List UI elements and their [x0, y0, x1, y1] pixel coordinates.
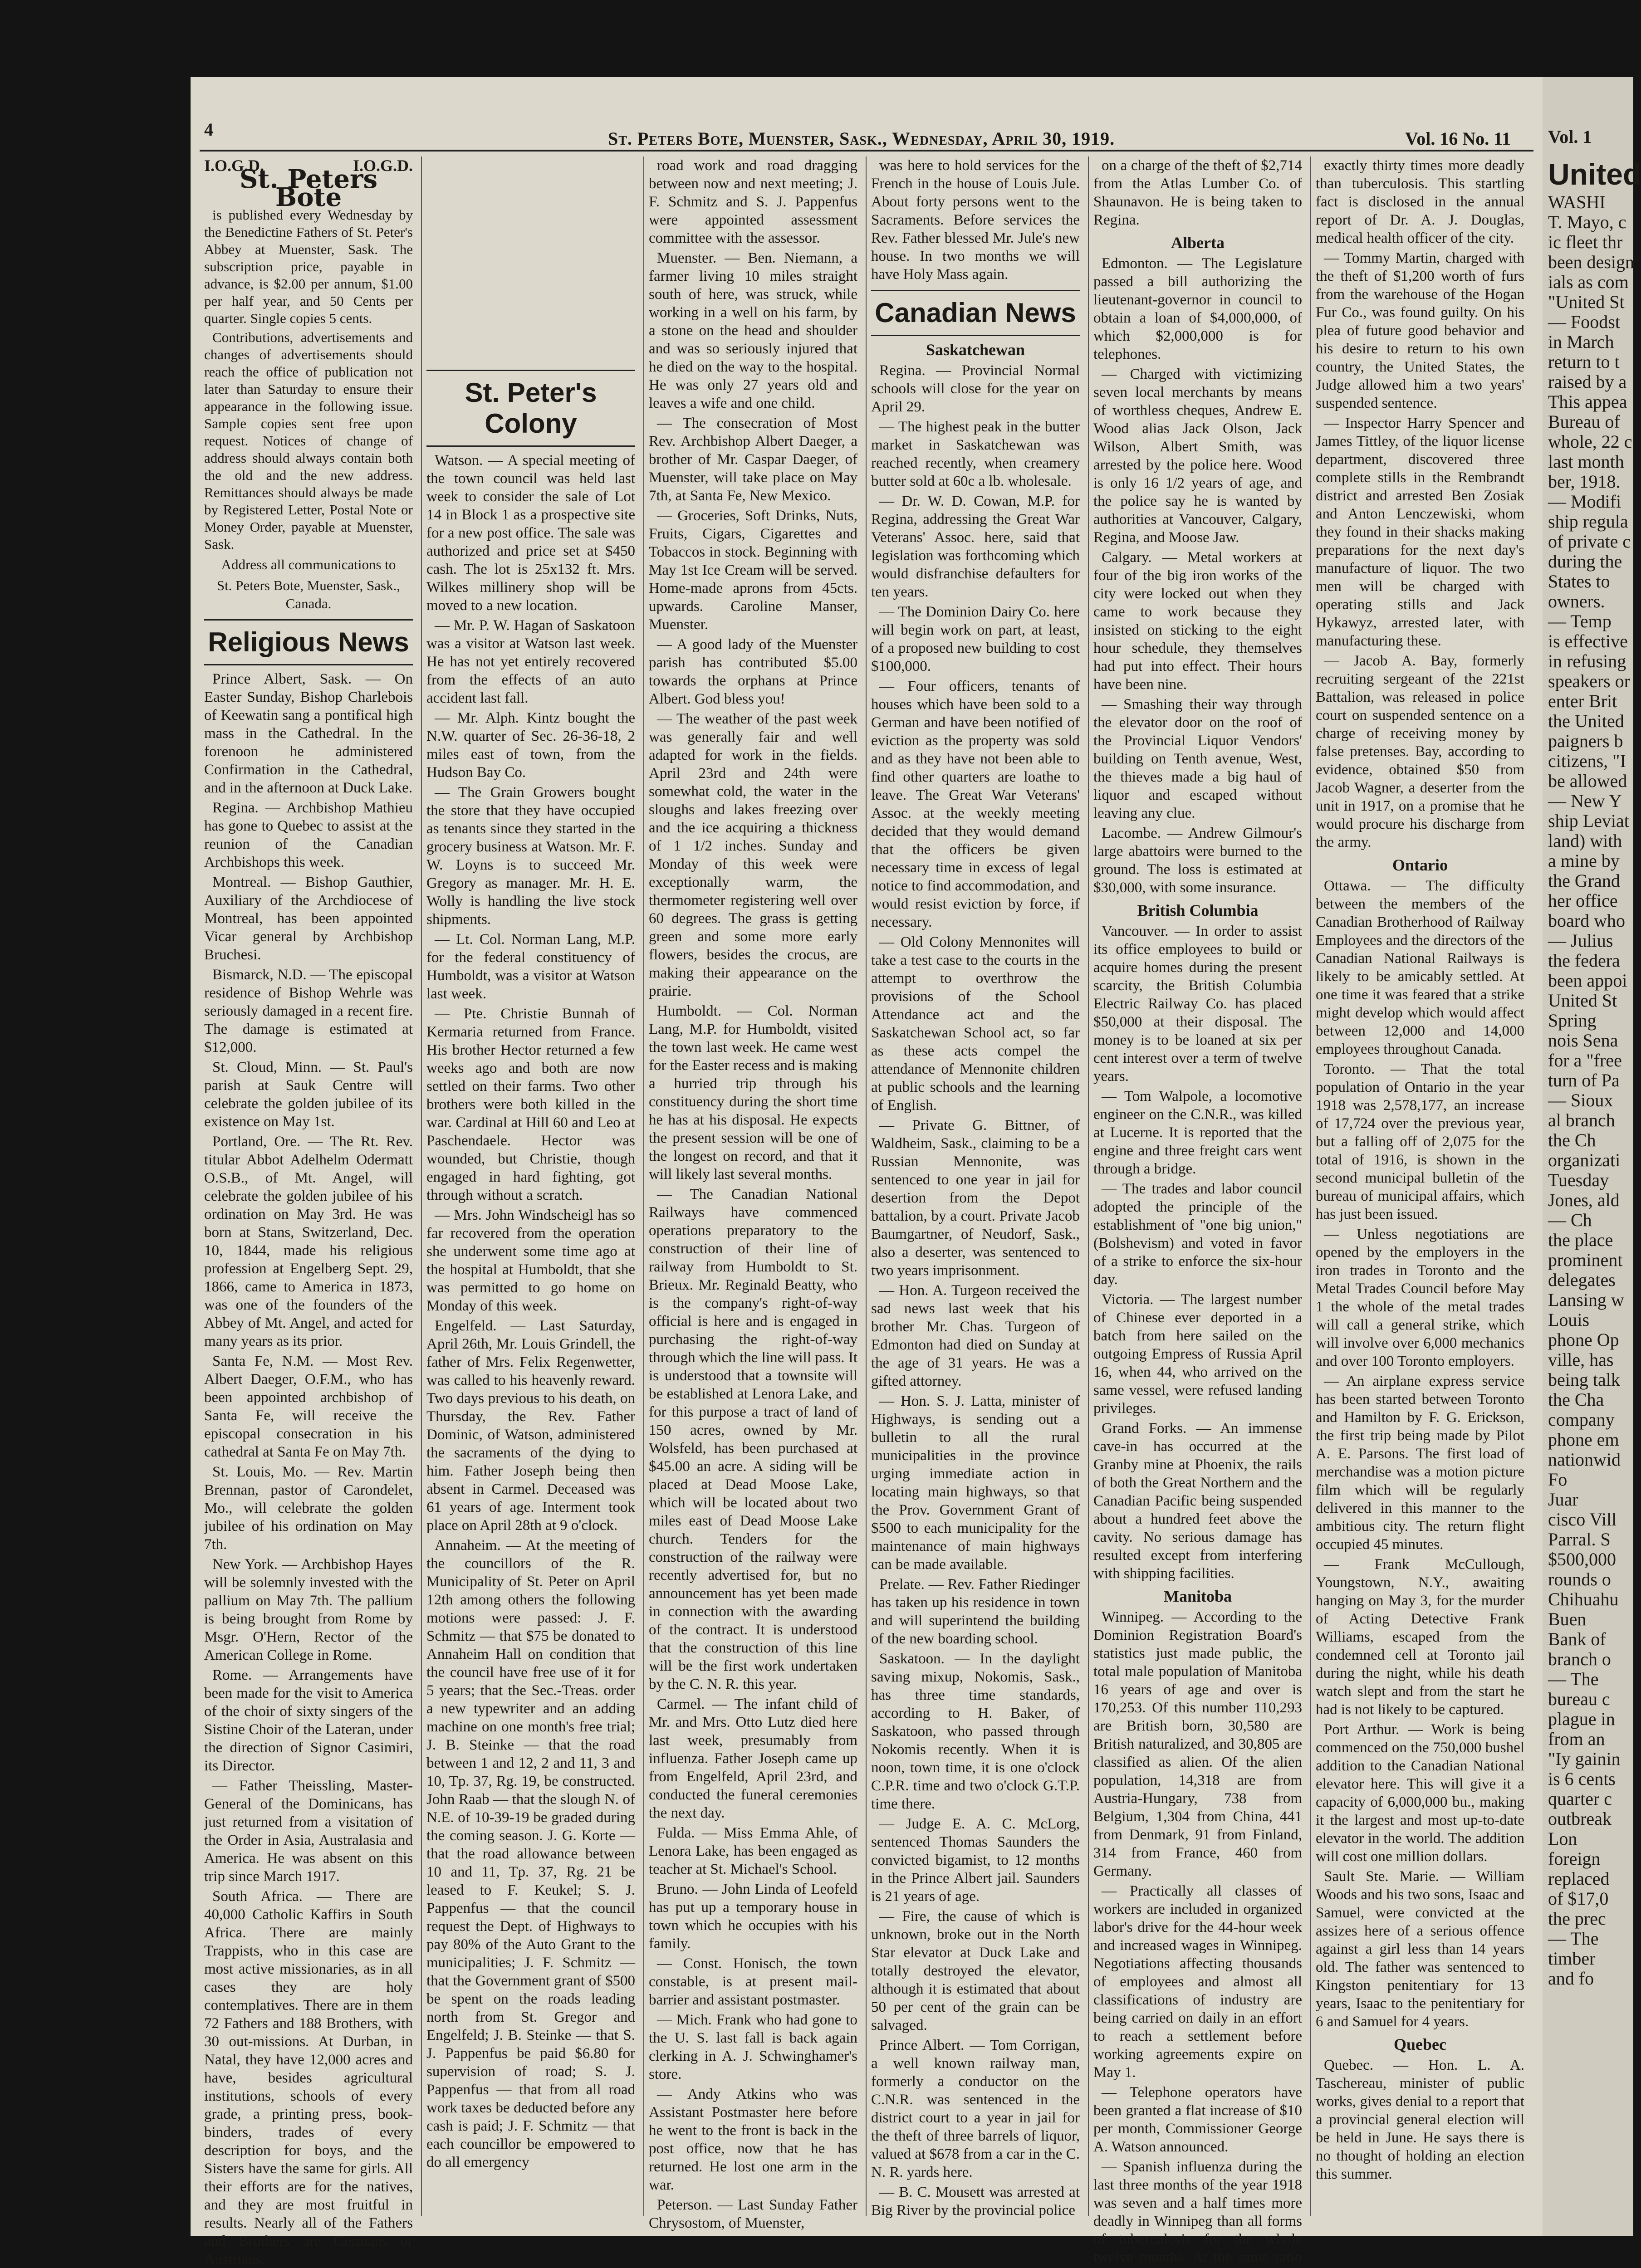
news-item: — Charged with victimizing seven local merchants by means of worthless cheques, Andrew E. Wood alias Jack Olson, Jack Wilson, Albert Smith, was arrested by the police here. Wood is only 16 1/2 years of age, and the police say he is wanted by authorities at Vancouver, Calgary, Regina, and Moose Jaw.	[1093, 366, 1302, 546]
next-page-line: — The	[1548, 1669, 1599, 1689]
next-page-line: Tuesday	[1548, 1170, 1609, 1190]
next-page-line: Fo	[1548, 1469, 1568, 1490]
next-page-line: outbreak	[1548, 1809, 1612, 1829]
next-page-line: enter Brit	[1548, 691, 1617, 711]
next-page-line: Louis	[1548, 1310, 1590, 1330]
news-item: — Andy Atkins who was Assistant Postmaster here before he went to the front is back in the post office, now that he has returned. He lost one arm in the war.	[649, 2086, 857, 2193]
next-page-line: citizens, "I	[1548, 751, 1626, 771]
next-page-line: This appea	[1548, 391, 1627, 412]
next-page-line: Parral. S	[1548, 1529, 1611, 1549]
next-page-line: — Modifi	[1548, 491, 1621, 512]
column-separator	[866, 156, 867, 2216]
next-page-line: — The	[1548, 1928, 1599, 1949]
next-page-line: Bank of	[1548, 1629, 1606, 1649]
news-item: Annaheim. — At the meeting of the councillors of the R. Municipality of St. Peter on April 12th among others the following motions were passed: J. F. Schmitz — that $75 be donated to Annaheim Hall on condition that the council have free use of it for 5 years; that the Sec.-Treas. order a new typewriter and an adding machine on one month's free trial; J. B. Steinke — that the road between 1 and 12, 2 and 11, 3 and 10, Tp. 37, Rg. 19, be constructed. John Raab — that the slough N. of N.E. of 10-39-19 be graded during the coming season. J. G. Korte — that the road allowance between 10 and 11, Tp. 37, Rg. 21 be leased to F. Keukel; S. J. Pappenfus — that the council request the Dept. of Highways to pay 80% of the Auto Grant to the municipalities; J. F. Schmitz — that the Government grant of $500 be spent on the roads leading north from St. Gregor and Engelfeld; J. B. Steinke — that S. J. Pappenfus be paid $6.80 for supervision of road; S. J. Pappenfus — that from all road work taxes be deducted before any cash is paid; J. F. Schmitz — that each councillor be empowered to do all emergency	[426, 1537, 635, 2170]
next-page-lines	[1543, 192, 1633, 1989]
next-page-line: of private c	[1548, 531, 1631, 552]
next-page-line: nationwid	[1548, 1449, 1621, 1470]
news-item: — B. C. Mousett was arrested at Big River by the provincial police	[871, 2184, 1080, 2219]
column-1	[204, 156, 413, 2268]
next-page-line: from an	[1548, 1729, 1605, 1749]
next-page-line: — New Y	[1548, 791, 1622, 811]
news-item: Bruno. — John Linda of Leofeld has put up a temporary house in town which he occupies with his family.	[649, 1881, 857, 1952]
news-item: — Pte. Christie Bunnah of Kermaria returned from France. His brother Hector returned a few weeks ago and both are now settled on their farms. Two other brothers were both killed in the war. Cardinal at Hill 60 and Leo at Paschendaele. Hector was wounded, but Christie, though engaged in hard fighting, got through without a scratch.	[426, 1006, 635, 1203]
column-5-items	[1093, 156, 1302, 229]
next-page-line: T. Mayo, c	[1548, 212, 1626, 232]
next-page-line: whole, 22 c	[1548, 431, 1632, 452]
next-page-volume: Vol. 1	[1548, 127, 1592, 147]
column-4-items	[871, 156, 1080, 284]
news-item: — Const. Honisch, the town constable, is at present mail-barrier and assistant postmaster.	[649, 1955, 857, 2008]
news-item: Prince Albert, Sask. — On Easter Sunday, Bishop Charlebois of Keewatin sang a pontifical high mass in the Cathedral. In the forenoon he administered Confirmation in the Cathedral, and in the afternoon at Duck Lake.	[204, 671, 413, 796]
news-item: Saskatoon. — In the daylight saving mixup, Nokomis, Sask., has three time standards, according to H. Baker, of Saskatoon, who passed through Nokomis recently. When it is noon, town time, it is one o'clock C.P.R. time and two o'clock G.T.P. time there.	[871, 1651, 1080, 1812]
news-item: Muenster. — Ben. Niemann, a farmer living 10 miles straight south of here, was struck, while working in a well on his farm, by a stone on the head and shoulder and was so seriously injured that he died on the way to the hospital. He was only 27 years old and leaves a wife and one child.	[649, 250, 857, 411]
next-page-line: "United St	[1548, 292, 1625, 312]
news-item: South Africa. — There are 40,000 Catholic Kaffirs in South Africa. There are mainly Trappists, who in this case are most active missionaries, as in all cases they are holy contemplatives. There are in them 72 Fathers and 188 Brothers, with 30 out-missions. At Durban, in Natal, they have 12,000 acres and have, besides agricultural institutions, schools of every grade, a printing press, book-binders, trades of every description for boys, and the Sisters have the same for girls. All their efforts are for the natives, and they are most fruitful in results. Nearly all of the Fathers and Brothers are Germans or Austrians.	[204, 1888, 413, 2268]
next-page-line: during the	[1548, 551, 1622, 572]
column-separator	[643, 156, 644, 2216]
masthead-right-tag: I.O.G.D.	[353, 156, 413, 175]
news-item: St. Cloud, Minn. — St. Paul's parish at Sauk Centre will celebrate the golden jubilee of its existence on May 1st.	[204, 1059, 413, 1130]
page-number: 4	[204, 119, 213, 140]
next-page-line: in refusing	[1548, 651, 1626, 671]
next-page-line: phone Op	[1548, 1330, 1619, 1350]
next-page-line: "Iy gainin	[1548, 1749, 1621, 1769]
news-item: — A good lady of the Muenster parish has contributed $5.00 towards the orphans at Prince Albert. God bless you!	[649, 636, 857, 707]
news-item: — Judge E. A. C. McLorg, sentenced Thomas Saunders the convicted bigamist, to 12 months in the Prince Albert jail. Saunders is 21 years of age.	[871, 1816, 1080, 1905]
news-item: on a charge of the theft of $2,714 from the Atlas Lumber Co. of Shaunavon. He is being taken to Regina.	[1093, 157, 1302, 228]
news-item: — Lt. Col. Norman Lang, M.P. for the federal constituency of Humboldt, was a visitor at Watson last week.	[426, 931, 635, 1002]
next-page-line: paigners b	[1548, 731, 1623, 751]
masthead-subscription: is published every Wednesday by the Benedictine Fathers of St. Peter's Abbey at Muenster, Sask. The subscription price, payable in advance, is $2.00 per annum, $1.00 per half year, and 50 Cents per quarter. Single copies 5 cents.	[204, 207, 413, 326]
next-page-line: the Cha	[1548, 1389, 1604, 1410]
column-6-items	[1316, 156, 1524, 851]
next-page-line: and fo	[1548, 1968, 1594, 1989]
news-item: Winnipeg. — According to the Dominion Registration Board's statistics just made public, the total male population of Manitoba 16 years of age and over is 170,253. Of this number 110,293 are British born, 30,580 are British naturalized, and 30,805 are classified as alien. Of the alien population, 14,318 are from Austria-Hungary, 738 from Belgium, 1,304 from China, 441 from Denmark, 91 from Finland, 314 from France, 460 from Germany.	[1093, 1609, 1302, 1879]
next-page-line: $500,000	[1548, 1549, 1616, 1569]
news-item: exactly thirty times more deadly than tuberculosis. This startling fact is disclosed in the annual report of Dr. A. J. Douglas, medical health officer of the city.	[1316, 157, 1524, 246]
news-item: Victoria. — The largest number of Chinese ever deported in a batch from here sailed on the outgoing Empress of Russia April 16, when 44, who arrived on the same vessel, were refused landing privileges.	[1093, 1291, 1302, 1417]
next-page-line: delegates	[1548, 1270, 1616, 1290]
next-page-line: cisco Vill	[1548, 1509, 1617, 1530]
news-item: Regina. — Provincial Normal schools will close for the year on April 29.	[871, 362, 1080, 415]
next-page-line: Juar	[1548, 1489, 1578, 1510]
news-item: — Fire, the cause of which is unknown, broke out in the North Star elevator at Duck Lake and totally destroyed the elevator, although it is estimated that about 50 per cent of the grain can be salvaged.	[871, 1908, 1080, 2033]
masthead-left-tag: I.O.G.D.	[204, 156, 265, 175]
news-item: Prelate. — Rev. Father Riedinger has taken up his residence in town and will superintend the building of the new boarding school.	[871, 1576, 1080, 1647]
news-item: — The highest peak in the butter market in Saskatchewan was reached recently, when creamery butter sold at 60c a lb. wholesale.	[871, 419, 1080, 489]
next-page-line: al branch	[1548, 1110, 1615, 1130]
next-page-line: replaced	[1548, 1868, 1610, 1889]
header-rule	[200, 150, 1533, 152]
news-item: — The consecration of Most Rev. Archbishop Albert Daeger, a brother of Mr. Caspar Daeger, of Muenster, will take place on May 7th, at Santa Fe, New Mexico.	[649, 415, 857, 504]
news-item: — Inspector Harry Spencer and James Tittley, of the liquor license department, discovered three complete stills in the Rembrandt district and arrested Ben Zosiak and Anton Lenczewiski, whom they found in their shacks making preparations for the next day's manufacture of liquor. The two men will be charged with operating stills and Jack Hykawyz, arrested later, with manufacturing these.	[1316, 415, 1524, 649]
colony-items	[426, 451, 635, 2171]
news-item: New York. — Archbishop Hayes will be solemnly invested with the pallium on May 7th. The pallium is being brought from Rome by Msgr. O'Hern, Rector of the American College in Rome.	[204, 1556, 413, 1663]
next-page-line: owners.	[1548, 591, 1605, 611]
next-page-line: last month	[1548, 451, 1624, 472]
news-item: — An airplane express service has been started between Toronto and Hamilton by F. G. Erickson, the first trip being made by Pilot A. E. Parsons. The first load of merchandise was a motion picture film which will be regularly delivered in this manner to the ambitious city. The return flight occupied 45 minutes.	[1316, 1373, 1524, 1553]
next-page-line: plague in	[1548, 1709, 1615, 1729]
alberta-items	[1093, 254, 1302, 897]
next-page-line: branch o	[1548, 1649, 1611, 1669]
next-page-line: Spring	[1548, 1010, 1597, 1031]
news-item: — Jacob A. Bay, formerly recruiting sergeant of the 221st Battalion, was released in police court on suspended sentence on a charge of receiving money by false pretenses. Bay, according to evidence, obtained $50 from Jacob Wagner, a deserter from the unit in 1917, on a promise that he would procure his discharge from the army.	[1316, 653, 1524, 850]
news-item: — The trades and labor council adopted the principle of the establishment of "one big union," (Bolshevism) and voted in favor of a strike to enforce the six-hour day.	[1093, 1181, 1302, 1288]
next-page-line: the place	[1548, 1230, 1613, 1250]
news-item: Sault Ste. Marie. — William Woods and his two sons, Isaac and Samuel, were convicted at the assizes here of a serious offence against a girl less than 14 years old. The father was sentenced to Kingston penitentiary for 13 years, Isaac to the penitentiary for 6 and Samuel for 4 years.	[1316, 1868, 1524, 2030]
next-page-line: Jones, ald	[1548, 1190, 1620, 1210]
news-item: — Practically all classes of workers are included in organized labor's drive for the 44-hour week and increased wages in Winnipeg. Negotiations affecting thousands of employees and almost all classifications of industry are being carried on daily in an effort to reach a settlement before working agreements expire on May 1.	[1093, 1883, 1302, 2081]
news-item: Bismarck, N.D. — The episcopal residence of Bishop Wehrle was seriously damaged in a recent fire. The damage is estimated at $12,000.	[204, 967, 413, 1056]
news-item: — Hon. A. Turgeon received the sad news last week that his brother Mr. Chas. Turgeon of Edmonton had died on Sunday at the age of 31 years. He was a gifted attorney.	[871, 1282, 1080, 1389]
next-page-line: being talk	[1548, 1369, 1620, 1390]
news-item: — Mich. Frank who had gone to the U. S. last fall is back again clerking in A. J. Schwinghamer's store.	[649, 2012, 857, 2082]
next-page-line: Bureau of	[1548, 411, 1620, 432]
next-page-line: be allowed	[1548, 771, 1627, 791]
news-item: Regina. — Archbishop Mathieu has gone to Quebec to assist at the reunion of the Canadian Archbishops this week.	[204, 800, 413, 870]
news-item: Montreal. — Bishop Gauthier, Auxiliary of the Archdiocese of Montreal, has been appointed Vicar general by Archbishop Bruchesi.	[204, 874, 413, 963]
ontario-heading: Ontario	[1392, 856, 1448, 874]
alberta-heading: Alberta	[1171, 234, 1225, 252]
next-page-line: — Julius	[1548, 930, 1613, 951]
next-page-line: Lansing w	[1548, 1290, 1624, 1310]
news-item: Calgary. — Metal workers at four of the big iron works of the city were locked out when they came to work because they insisted on sticking to the eight hour schedule, they themselves had put into effect. Their hours have been nine.	[1093, 549, 1302, 693]
news-item: Portland, Ore. — The Rt. Rev. titular Abbot Adelhelm Odermatt O.S.B., of Mt. Angel, will celebrate the golden jubilee of his ordination on May 3rd. He was born at Stans, Switzerland, Dec. 10, 1844, made his religious profession at Engelberg Sept. 29, 1866, came to America in 1873, was one of the founders of the Abbey of Mt. Angel, and acted for many years as its prior.	[204, 1134, 413, 1349]
column-separator	[1088, 156, 1089, 2216]
next-page-line: company	[1548, 1409, 1615, 1430]
next-page-line: Chihuahu	[1548, 1589, 1619, 1609]
page-header-line: St. Peters Bote, Muenster, Sask., Wednesday, April 30, 1919.	[608, 128, 1115, 149]
news-item: — Spanish influenza during the last three months of the year 1918 was seven and a half times more deadly in Winnipeg than all forms of tuberculosis for the whole twelve months. At the same ratio	[1093, 2159, 1302, 2266]
news-item: — Father Theissling, Master-General of the Dominicans, has just returned from a visitation of the Order in Asia, Australasia and America. He was absent on this trip since March 1917.	[204, 1778, 413, 1885]
column-5	[1093, 156, 1302, 2266]
news-item: Watson. — A special meeting of the town council was held last week to consider the sale of Lot 14 in Block 1 as a prospective site for a new post office. The sale was authorized and price set at $450 cash. The lot is 25x132 ft. Mrs. Wilkes millinery shop will be moved to a new location.	[426, 452, 635, 614]
next-page-line: — Temp	[1548, 611, 1612, 631]
news-item: — Telephone operators have been granted a flat increase of $10 per month, Commissioner George A. Watson announced.	[1093, 2084, 1302, 2155]
news-item: Rome. — Arrangements have been made for the visit to America of the choir of sixty singers of the Sistine Choir of the Lateran, under the direction of Signor Casimiri, its Director.	[204, 1667, 413, 1774]
colony-heading: St. Peter's Colony	[426, 370, 635, 447]
news-item: — Frank McCullough, Youngstown, N.Y., awaiting hanging on May 3, for the murder of Acting Detective Frank Williams, escaped from the condemned cell at Toronto jail during the night, while his death watch slept and from the start he had is not likely to be captured.	[1316, 1556, 1524, 1718]
news-item: — Groceries, Soft Drinks, Nuts, Fruits, Cigars, Cigarettes and Tobaccos in stock. Beginning with May 1st Ice Cream will be served. Home-made aprons from 45cts. upwards. Caroline Manser, Muenster.	[649, 508, 857, 633]
column-3-items	[649, 156, 857, 2232]
next-page-line: United St	[1548, 990, 1617, 1011]
news-item: Quebec. — Hon. L. A. Taschereau, minister of public works, gives denial to a report that a provincial general election will be held in June. He says there is no thought of holding an election this summer.	[1316, 2057, 1524, 2182]
next-page-line: ville, has	[1548, 1349, 1614, 1370]
next-page-line: — Sioux	[1548, 1090, 1613, 1110]
religious-news-heading: Religious News	[204, 619, 413, 665]
next-page-line: turn of Pa	[1548, 1070, 1620, 1090]
british-columbia-items	[1093, 922, 1302, 1583]
canadian-news-heading: Canadian News	[871, 290, 1080, 336]
next-page-line: board who	[1548, 910, 1625, 931]
news-item: road work and road dragging between now and next meeting; J. F. Schmitz and S. J. Pappenfus were appointed assessment committee with the assessor.	[649, 157, 857, 246]
news-item: Vancouver. — In order to assist its office employees to build or acquire homes during the present scarcity, the British Columbia Electric Railway Co. has placed $50,000 at their disposal. The money is to be loaned at six per cent interest over a term of twelve years.	[1093, 923, 1302, 1085]
next-page-line: in March	[1548, 332, 1614, 352]
news-item: Lacombe. — Andrew Gilmour's large abattoirs were burned to the ground. The loss is estimated at $30,000, with some insurance.	[1093, 825, 1302, 896]
column-separator	[1310, 156, 1311, 2216]
next-page-line: the United	[1548, 711, 1624, 731]
news-item: — The Canadian National Railways have commenced operations preparatory to the construction of their line of railway from Humboldt to St. Brieux. Mr. Reginald Beatty, who is the company's right-of-way official is here and is engaged in purchasing the right-of-way through which the line will pass. It is understood that a townsite will be established at Lenora Lake, and for this purpose a tract of land of 150 acres, owned by Mr. Wolsfeld, has been purchased at $45.00 an acre. A siding will be placed at Dead Moose Lake, which will be located about two miles east of Dead Moose Lake church. Tenders for the construction of the railway were recently advertised for, but no announcement has yet been made in connection with the awarding of the contract. It is understood that the construction of this line will be the first work undertaken by the C. N. R. this year.	[649, 1186, 857, 1692]
saskatchewan-items	[871, 362, 1080, 2219]
address-label: Address all communications to	[221, 557, 396, 572]
next-page-line: is 6 cents	[1548, 1769, 1616, 1789]
british-columbia-heading: British Columbia	[1137, 901, 1259, 919]
newspaper-page	[191, 77, 1543, 2268]
masthead-title: St. Peters Bote	[239, 164, 378, 212]
next-page-line: ic fleet thr	[1548, 232, 1623, 252]
news-item: — Unless negotiations are opened by the employers in the iron trades in Toronto and the Metal Trades Council before May 1 the whole of the metal trades will call a general strike, which will involve over 6,000 mechanics and over 100 Toronto employers.	[1316, 1226, 1524, 1369]
news-item: — Mr. Alph. Kintz bought the N.W. quarter of Sec. 26-36-18, 2 miles east of town, from the Hudson Bay Co.	[426, 710, 635, 781]
next-page-line: been design	[1548, 252, 1634, 272]
news-item: — The Grain Growers bought the store that they have occupied as tenants since they started in the grocery business at Watson. Mr. F. W. Loyns is to succeed Mr. Gregory as manager. Mr. H. E. Wolly is handling the live stock shipments.	[426, 784, 635, 928]
next-page-line: prominent	[1548, 1250, 1623, 1270]
next-page-line: of $17,0	[1548, 1888, 1609, 1909]
news-item: — The Dominion Dairy Co. here will begin work on part, at least, of a proposed new building to cost $100,000.	[871, 604, 1080, 675]
news-item: — Mr. P. W. Hagan of Saskatoon was a visitor at Watson last week. He has not yet entirely recovered from the effects of an auto accident last fall.	[426, 617, 635, 706]
news-item: — Private G. Bittner, of Waldheim, Sask., claiming to be a Russian Mennonite, was sentenced to one year in jail for desertion from the Depot battalion, by a court. Private Jacob Baumgartner, of Neudorf, Sask., also a deserter, was sentenced to two years imprisonment.	[871, 1117, 1080, 1279]
news-item: Edmonton. — The Legislature passed a bill authorizing the lieutenant-governor in council to obtain a loan of $4,000,000, of which $2,000,000 is for telephones.	[1093, 255, 1302, 362]
news-item: Ottawa. — The difficulty between the members of the Canadian Brotherhood of Railway Employees and the directors of the Canadian National Railways is likely to be amicably settled. At one time it was feared that a strike might develop which would affect between 12,000 and 14,000 employees throughout Canada.	[1316, 878, 1524, 1057]
next-page-line: ship Leviat	[1548, 811, 1629, 831]
address: St. Peters Bote, Muenster, Sask., Canada.	[216, 577, 401, 611]
next-page-line: phone em	[1548, 1429, 1619, 1450]
next-page-line: the Ch	[1548, 1130, 1596, 1150]
masthead-contributions: Contributions, advertisements and changes of advertisements should reach the office of publication not later than Saturday to ensure their appearance in the following issue. Sample copies sent free upon request. Notices of change of address should always contain both the old and the new address. Remittances should always be made by Registered Letter, Postal Note or Money Order, payable at Muenster, Sask.	[204, 329, 413, 552]
news-item: Fulda. — Miss Emma Ahle, of Lenora Lake, has been engaged as teacher at St. Michael's School.	[649, 1825, 857, 1877]
news-item: — Smashing their way through the elevator door on the roof of the Provincial Liquor Vendors' building on Tenth avenue, West, the thieves made a big haul of liquor and escaped without leaving any clue.	[1093, 696, 1302, 821]
next-page-line: the Grand	[1548, 870, 1620, 891]
religious-news-items	[204, 670, 413, 2268]
column-2	[426, 156, 635, 2211]
next-page-edge	[1543, 77, 1641, 2236]
next-page-line: States to	[1548, 571, 1610, 591]
next-page-line: — Foodst	[1548, 312, 1620, 332]
news-item: — Tom Walpole, a locomotive engineer on the C.N.R., was killed at Lucerne. It is reported that the engine and three freight cars went through a bridge.	[1093, 1088, 1302, 1177]
news-item: — Dr. W. D. Cowan, M.P. for Regina, addressing the Great War Veterans' Assoc. here, said that legislation was forthcoming which would disfranchise defaulters for ten years.	[871, 493, 1080, 600]
next-page-line: quarter c	[1548, 1789, 1612, 1809]
next-page-line: ber, 1918.	[1548, 471, 1621, 492]
next-page-line: for a "free	[1548, 1050, 1622, 1070]
next-page-line: her office	[1548, 890, 1618, 911]
ontario-items	[1316, 877, 1524, 2031]
next-page-line: rounds o	[1548, 1569, 1611, 1589]
news-item: — Hon. S. J. Latta, minister of Highways, is sending out a bulletin to all the rural municipalities in the province urging immediate action in locating main highways, so that the Prov. Government Grant of $500 to each municipality for the maintenance of main highways can be made available.	[871, 1393, 1080, 1573]
column-separator	[421, 156, 422, 2216]
next-page-line: a mine by	[1548, 850, 1620, 871]
quebec-heading: Quebec	[1394, 2035, 1446, 2053]
news-item: Engelfeld. — Last Saturday, April 26th, Mr. Louis Grindell, the father of Mrs. Felix Regenwetter, was called to his heavenly reward. Two days previous to his death, on Thursday, the Rev. Father Dominic, of Watson, administered the sacraments of the dying to him. Father Joseph being then absent in Carmel. Deceased was 61 years of age. Interment took place on April 28th at 9 o'clock.	[426, 1318, 635, 1534]
news-item: Santa Fe, N.M. — Most Rev. Albert Daeger, O.F.M., who has been appointed archbishop of Santa Fe, will receive the episcopal consecration in his cathedral at Santa Fe on May 7th.	[204, 1353, 413, 1460]
volume-number: Vol. 16 No. 11	[1405, 128, 1511, 149]
saskatchewan-heading: Saskatchewan	[926, 341, 1025, 359]
next-page-line: Lon	[1548, 1828, 1577, 1849]
next-page-line: the federa	[1548, 950, 1620, 971]
next-page-line: foreign	[1548, 1848, 1601, 1869]
next-page-line: bureau c	[1548, 1689, 1610, 1709]
news-item: Carmel. — The infant child of Mr. and Mrs. Otto Lutz died here last week, presumably from influenza. Father Joseph came up from Engelfeld, April 23rd, and conducted the funeral ceremonies the next day.	[649, 1696, 857, 1821]
news-item: was here to hold services for the French in the house of Louis Jule. About forty persons went to the Sacraments. Before services the Rev. Father blessed Mr. Jule's new house. In two months we will have Holy Mass again.	[871, 157, 1080, 283]
column-3	[649, 156, 858, 2231]
quebec-items	[1316, 2056, 1524, 2183]
news-item: Grand Forks. — An immense cave-in has occurred at the Granby mine at Phoenix, the rails of both the Great Northern and the Canadian Pacific being suspended about a hundred feet above the cavity. No serious damage has resulted except from interfering with shipping facilities.	[1093, 1420, 1302, 1582]
next-page-line: been appoi	[1548, 970, 1627, 991]
manitoba-items	[1093, 1608, 1302, 2268]
next-page-line: the prec	[1548, 1908, 1606, 1929]
manitoba-heading: Manitoba	[1163, 1587, 1232, 1605]
next-page-line: Buen	[1548, 1609, 1587, 1629]
next-page-line: WASHI	[1548, 192, 1606, 212]
news-item: Peterson. — Last Sunday Father Chrysostom, of Muenster,	[649, 2197, 857, 2231]
next-page-line: timber	[1548, 1948, 1596, 1969]
next-page-heading: United	[1548, 157, 1641, 191]
news-item: Port Arthur. — Work is being commenced on the 750,000 bushel addition to the Canadian National elevator here. This will give it a capacity of 6,000,000 bu., making it the largest and most up-to-date elevator in the world. The addition will cost one million dollars.	[1316, 1721, 1524, 1865]
news-item: Toronto. — That the total population of Ontario in the year 1918 was 2,578,177, an increase of 17,724 over the previous year, but a falling off of 2,075 for the total of 1916, is shown in the second municipal bulletin of the bureau of municipal affairs, which has just been issued.	[1316, 1061, 1524, 1222]
column-4	[871, 156, 1080, 2219]
next-page-line: speakers or	[1548, 671, 1631, 691]
column-6	[1316, 156, 1524, 2211]
news-item: — Tommy Martin, charged with the theft of $1,200 worth of furs from the warehouse of the Hogan Fur Co., was found guilty. On his plea of future good behavior and his desire to return to his own country, the United States, the Judge allowed him a two years' suspended sentence.	[1316, 250, 1524, 411]
news-item: — Old Colony Mennonites will take a test case to the courts in the attempt to overthrow the provisions of the School Attendance act and the Saskatchewan School act, so far as these acts compel the attendance of Mennonite children at public schools and the learning of English.	[871, 934, 1080, 1114]
next-page-line: nois Sena	[1548, 1030, 1618, 1051]
news-item: — Four officers, tenants of houses which have been sold to a German and have been notified of eviction as the property was sold and as they have not been able to find other quarters are loathe to leave. The Great War Veterans' Assoc. at the weekly meeting decided that they would demand that the officers be given necessary time in excess of legal notice to find accommodation, and would resist eviction by force, if necessary.	[871, 678, 1080, 930]
next-page-line: is effective	[1548, 631, 1628, 651]
next-page-line: ship regula	[1548, 511, 1628, 532]
next-page-line: organizati	[1548, 1150, 1621, 1170]
next-page-line: — Ch	[1548, 1210, 1592, 1230]
news-item: — Mrs. John Windscheigl has so far recovered from the operation she underwent some time ago at the hospital at Humboldt, that she was permitted to go home on Monday of this week.	[426, 1207, 635, 1314]
next-page-line: ials as com	[1548, 272, 1629, 292]
news-item: St. Louis, Mo. — Rev. Martin Brennan, pastor of Carondelet, Mo., will celebrate the golden jubilee of his ordination on May 7th.	[204, 1464, 413, 1553]
next-page-line: raised by a	[1548, 371, 1627, 392]
news-item: Prince Albert. — Tom Corrigan, a well known railway man, formerly a conductor on the C.N.R. was sentenced in the district court to a year in jail for the theft of three barrels of liquor, valued at $678 from a car in the C. N. R. yards here.	[871, 2037, 1080, 2180]
next-page-line: return to t	[1548, 352, 1620, 372]
news-item: Humboldt. — Col. Norman Lang, M.P. for Humboldt, visited the town last week. He came west for the Easter recess and is making a hurried trip through his constituency during the short time he has at his disposal. He expects the present session will be one of the longest on record, and that it will likely last several months.	[649, 1003, 858, 1183]
next-page-line: land) with	[1548, 831, 1622, 851]
news-item: — The weather of the past week was generally fair and well adapted for work in the fields. April 23rd and 24th were somewhat cold, the water in the sloughs and lakes freezing over and the ice acquiring a thickness of 1 1/2 inches. Sunday and Monday of this week were exceptionally warm, the thermometer registering well over 60 degrees. The grass is getting green and some more early flowers, besides the crocus, are making their appearance on the prairie.	[649, 711, 857, 999]
